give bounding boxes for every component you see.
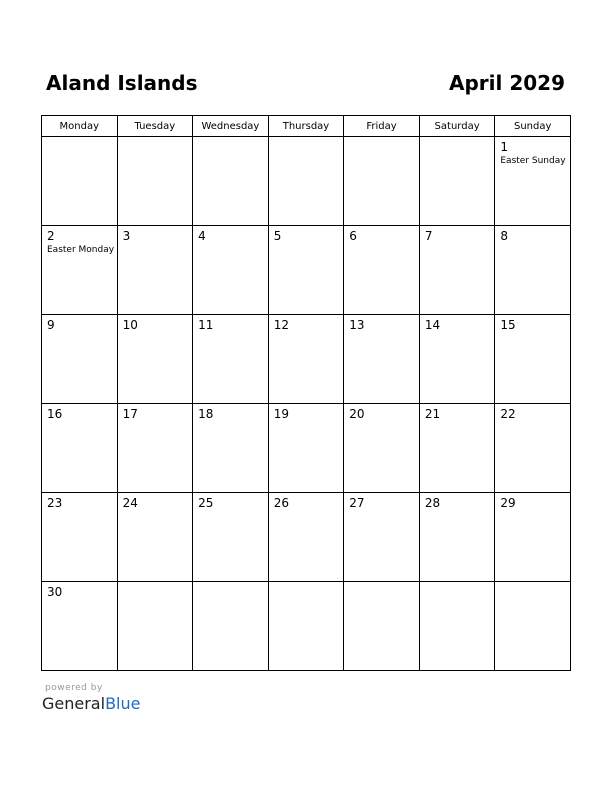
week-row — [42, 315, 571, 404]
day-cell[interactable] — [495, 315, 571, 404]
day-number: 15 — [500, 318, 516, 332]
day-cell[interactable] — [419, 493, 495, 582]
day-cell[interactable] — [117, 315, 193, 404]
day-cell[interactable] — [117, 226, 193, 315]
day-cell[interactable] — [117, 137, 193, 226]
region-title: Aland Islands — [46, 71, 198, 95]
brand-blue-text: Blue — [105, 694, 141, 713]
day-cell[interactable] — [268, 582, 344, 671]
day-cell[interactable] — [193, 493, 269, 582]
day-number: 10 — [122, 318, 138, 332]
day-cell[interactable] — [117, 404, 193, 493]
day-cell[interactable] — [268, 315, 344, 404]
day-cell[interactable] — [344, 315, 420, 404]
day-cell[interactable] — [193, 226, 269, 315]
day-cell[interactable] — [117, 493, 193, 582]
calendar-grid — [41, 115, 571, 671]
day-cell[interactable] — [419, 315, 495, 404]
day-cell[interactable] — [193, 582, 269, 671]
day-number: 14 — [424, 318, 441, 332]
day-number: 3 — [122, 229, 131, 243]
day-cell[interactable] — [193, 137, 269, 226]
weekday-header: Friday — [344, 116, 420, 137]
weekday-header: Sunday — [495, 116, 571, 137]
day-number: 8 — [500, 229, 509, 243]
day-number: 16 — [47, 407, 63, 421]
day-cell[interactable] — [344, 226, 420, 315]
week-row — [42, 137, 571, 226]
week-row — [42, 493, 571, 582]
brand-logo[interactable] — [42, 694, 140, 713]
day-number: 27 — [349, 496, 365, 510]
day-number: 28 — [424, 496, 441, 510]
day-cell[interactable] — [495, 582, 571, 671]
weekday-header: Thursday — [268, 116, 344, 137]
weekday-header: Tuesday — [117, 116, 193, 137]
week-row — [42, 582, 571, 671]
day-number: 17 — [122, 407, 138, 421]
day-cell[interactable] — [42, 137, 118, 226]
holiday-label: Easter Monday — [47, 245, 115, 255]
day-number: 13 — [349, 318, 365, 332]
day-number: 1 — [500, 140, 509, 154]
weekday-header-row — [42, 116, 571, 137]
day-cell[interactable] — [419, 137, 495, 226]
day-cell[interactable] — [495, 137, 571, 226]
calendar-header — [41, 70, 571, 100]
day-cell[interactable] — [268, 404, 344, 493]
day-cell[interactable] — [42, 404, 118, 493]
weekday-header: Wednesday — [193, 116, 269, 137]
day-number: 29 — [500, 496, 516, 510]
day-number: 18 — [198, 407, 214, 421]
day-cell[interactable] — [193, 315, 269, 404]
weekday-header: Saturday — [419, 116, 495, 137]
day-cell[interactable] — [419, 226, 495, 315]
day-cell[interactable] — [495, 404, 571, 493]
day-number: 21 — [424, 407, 441, 421]
day-number: 19 — [273, 407, 289, 421]
day-cell[interactable] — [268, 226, 344, 315]
brand-general-text: General — [42, 694, 106, 713]
holiday-label: Easter Sunday — [500, 156, 566, 166]
day-number: 30 — [47, 585, 63, 599]
day-cell[interactable] — [42, 493, 118, 582]
month-title: April 2029 — [449, 71, 565, 95]
day-number: 2 — [47, 229, 55, 243]
day-number: 11 — [198, 318, 214, 332]
day-number: 26 — [273, 496, 289, 510]
day-number: 20 — [349, 407, 365, 421]
day-cell[interactable] — [344, 493, 420, 582]
day-cell[interactable] — [268, 137, 344, 226]
day-number: 7 — [424, 229, 433, 243]
day-number: 12 — [273, 318, 289, 332]
weekday-header: Monday — [42, 116, 118, 137]
day-number: 24 — [122, 496, 138, 510]
day-cell[interactable] — [42, 226, 118, 315]
day-number: 25 — [198, 496, 214, 510]
day-number: 6 — [349, 229, 357, 243]
day-number: 22 — [500, 407, 516, 421]
day-cell[interactable] — [344, 137, 420, 226]
day-number: 9 — [47, 318, 55, 332]
footer — [42, 683, 242, 717]
day-cell[interactable] — [42, 315, 118, 404]
day-cell[interactable] — [344, 582, 420, 671]
day-number: 5 — [273, 229, 282, 243]
day-number: 4 — [198, 229, 206, 243]
day-cell[interactable] — [344, 404, 420, 493]
day-cell[interactable] — [495, 493, 571, 582]
day-cell[interactable] — [42, 582, 118, 671]
day-cell[interactable] — [117, 582, 193, 671]
day-cell[interactable] — [419, 404, 495, 493]
day-number: 23 — [47, 496, 63, 510]
day-cell[interactable] — [495, 226, 571, 315]
powered-by-text: powered by — [45, 683, 103, 693]
day-cell[interactable] — [419, 582, 495, 671]
week-row — [42, 404, 571, 493]
week-row — [42, 226, 571, 315]
day-cell[interactable] — [193, 404, 269, 493]
day-cell[interactable] — [268, 493, 344, 582]
